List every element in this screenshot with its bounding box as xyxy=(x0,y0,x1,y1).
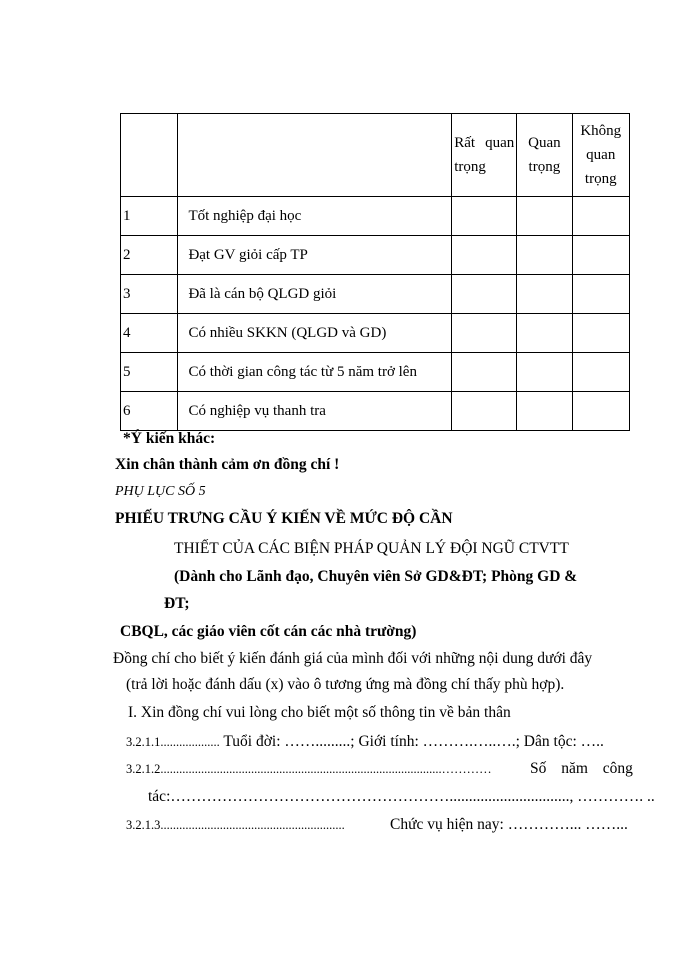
rating-cell-important[interactable] xyxy=(517,353,572,392)
field-leader: ..........................................................................................………… xyxy=(160,762,492,776)
row-number: 1 xyxy=(121,197,178,236)
field-age-text[interactable]: Tuổi đời: …….........; Giới tính: ……….…..….; Dân tộc: ….. xyxy=(223,733,604,750)
field-number: 3.2.1.1 xyxy=(126,735,161,749)
rating-cell-not-important[interactable] xyxy=(572,353,630,392)
form-title-line-2: THIẾT CỦA CÁC BIỆN PHÁP QUẢN LÝ ĐỘI NGŨ CTVTT xyxy=(174,540,569,557)
rating-cell-important[interactable] xyxy=(517,236,572,275)
row-criterion: Đã là cán bộ QLGD giỏi xyxy=(178,275,452,314)
header-criterion-cell xyxy=(178,114,452,197)
header-label: trọng xyxy=(454,159,486,175)
rating-cell-very-important[interactable] xyxy=(452,314,517,353)
row-number: 5 xyxy=(121,353,178,392)
header-num-cell xyxy=(121,114,178,197)
header-label: trọng xyxy=(528,159,561,175)
other-opinions-label: *Ý kiến khác: xyxy=(123,430,216,447)
field-leader: ........................................................... xyxy=(160,818,345,832)
row-criterion: Có thời gian công tác từ 5 năm trở lên xyxy=(178,353,452,392)
thanks-text: Xin chân thành cảm ơn đồng chí ! xyxy=(115,456,340,473)
rating-cell-very-important[interactable] xyxy=(452,392,517,431)
row-number: 3 xyxy=(121,275,178,314)
rating-cell-not-important[interactable] xyxy=(572,236,630,275)
field-number: 3.2.1.2 xyxy=(126,762,161,776)
field-leader: ................... xyxy=(160,735,220,749)
rating-cell-important[interactable] xyxy=(517,392,572,431)
rating-cell-important[interactable] xyxy=(517,197,572,236)
row-criterion: Tốt nghiệp đại học xyxy=(178,197,452,236)
table-row xyxy=(121,275,630,314)
form-title-line-1: PHIẾU TRƯNG CẦU Ý KIẾN VỀ MỨC ĐỘ CẦN xyxy=(115,510,453,527)
header-label: trọng xyxy=(584,171,617,187)
row-number: 4 xyxy=(121,314,178,353)
header-quan-trong xyxy=(517,114,572,197)
audience-line-1: (Dành cho Lãnh đạo, Chuyên viên Sở GD&ĐT; Phòng GD & xyxy=(174,568,578,585)
row-number: 6 xyxy=(121,392,178,431)
rating-cell-very-important[interactable] xyxy=(452,353,517,392)
header-rat-quan-trong xyxy=(452,114,517,197)
audience-line-2: ĐT; xyxy=(164,595,190,612)
rating-cell-very-important[interactable] xyxy=(452,236,517,275)
field-position-text[interactable]: Chức vụ hiện nay: …………... ……... xyxy=(390,816,628,833)
appendix-label: PHỤ LỤC SỐ 5 xyxy=(115,484,206,499)
field-row-age xyxy=(126,733,604,751)
table-row xyxy=(121,314,630,353)
table-row xyxy=(121,197,630,236)
field-years-label: Số năm công xyxy=(530,760,633,777)
rating-cell-not-important[interactable] xyxy=(572,392,630,431)
rating-cell-not-important[interactable] xyxy=(572,275,630,314)
row-number: 2 xyxy=(121,236,178,275)
rating-cell-important[interactable] xyxy=(517,314,572,353)
row-criterion: Đạt GV giỏi cấp TP xyxy=(178,236,452,275)
row-criterion: Có nghiệp vụ thanh tra xyxy=(178,392,452,431)
rating-cell-not-important[interactable] xyxy=(572,197,630,236)
intro-line-1: Đồng chí cho biết ý kiến đánh giá của mình đối với những nội dung dưới đây xyxy=(113,650,593,667)
rating-cell-very-important[interactable] xyxy=(452,197,517,236)
intro-line-2: (trả lời hoặc đánh dấu (x) vào ô tương ứng mà đồng chí thấy phù hợp). xyxy=(126,676,565,693)
field-number: 3.2.1.3 xyxy=(126,818,161,832)
row-criterion: Có nhiều SKKN (QLGD và GD) xyxy=(178,314,452,353)
table-row xyxy=(121,236,630,275)
criteria-table xyxy=(120,113,630,431)
section-heading: I. Xin đồng chí vui lòng cho biết một số thông tin về bản thân xyxy=(128,704,511,721)
field-row-years xyxy=(126,760,492,778)
table-header-row xyxy=(121,114,630,197)
header-khong-quan-trong xyxy=(572,114,630,197)
field-years-continuation[interactable]: tác:………………………………………………..............................., …………. .. xyxy=(148,788,655,805)
rating-cell-not-important[interactable] xyxy=(572,314,630,353)
rating-cell-very-important[interactable] xyxy=(452,275,517,314)
header-label: Không xyxy=(580,123,622,139)
header-label: Quan xyxy=(528,135,561,151)
audience-line-3: CBQL, các giáo viên cốt cán các nhà trường) xyxy=(120,623,417,640)
header-label: quan xyxy=(586,147,616,163)
field-row-position xyxy=(126,816,345,834)
header-label: Rất quan xyxy=(454,135,515,151)
rating-cell-important[interactable] xyxy=(517,275,572,314)
table-row xyxy=(121,392,630,431)
table-row xyxy=(121,353,630,392)
